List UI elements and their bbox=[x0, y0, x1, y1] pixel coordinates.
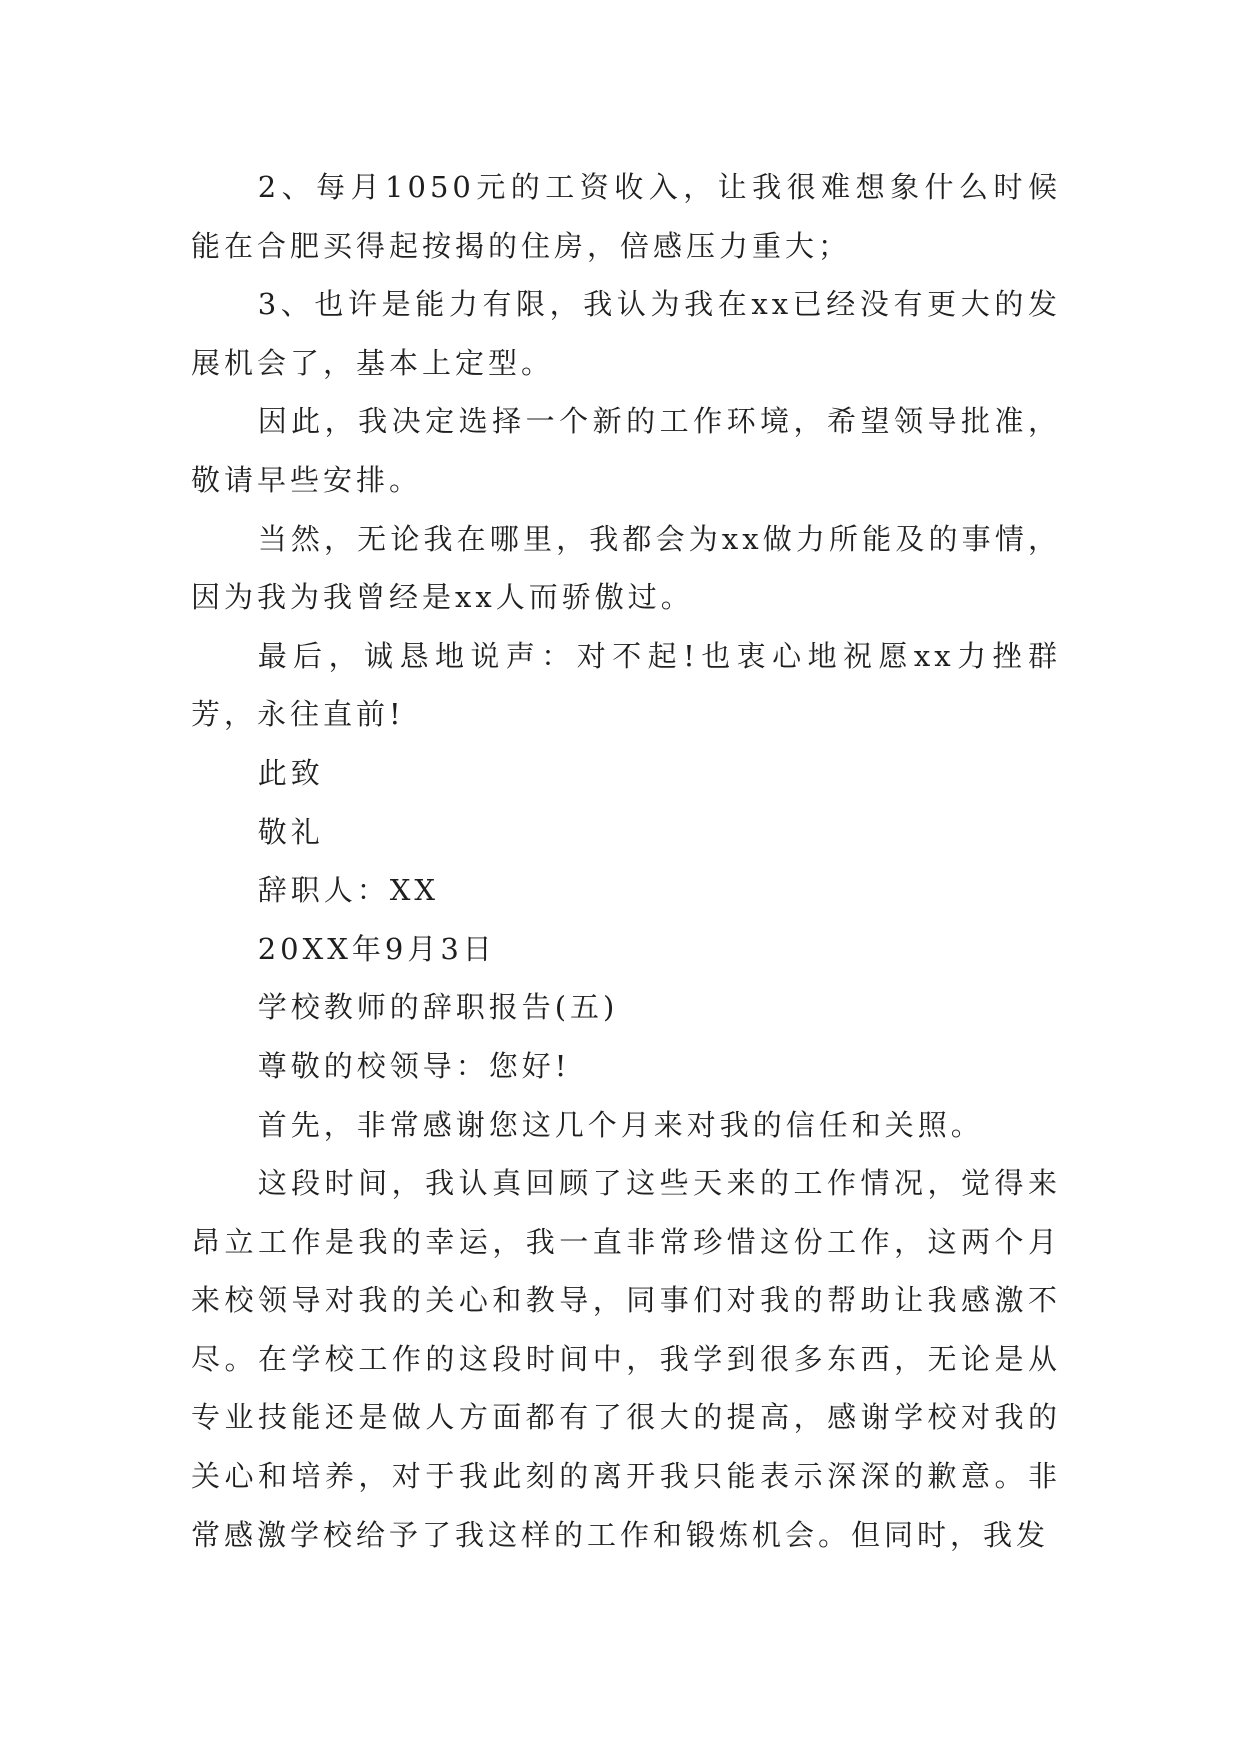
paragraph-closing-wish: 最后，诚恳地说声：对不起!也衷心地祝愿xx力挫群芳，永往直前! bbox=[191, 638, 1061, 732]
signature-resigner: 辞职人：XX bbox=[257, 873, 439, 908]
paragraph-thanks: 首先，非常感谢您这几个月来对我的信任和关照。 bbox=[257, 1107, 984, 1142]
signature-date: 20XX年9月3日 bbox=[257, 931, 496, 966]
paragraph-reason-3: 3、也许是能力有限，我认为我在xx已经没有更大的发展机会了，基本上定型。 bbox=[191, 287, 1061, 380]
letter-greeting: 尊敬的校领导：您好! bbox=[257, 1048, 571, 1083]
salutation-jingli: 敬礼 bbox=[257, 814, 324, 849]
paragraph-reason-2: 2、每月1050元的工资收入，让我很难想象什么时候能在合肥买得起按揭的住房，倍感压力重大； bbox=[191, 170, 1061, 263]
section-title: 学校教师的辞职报告(五) bbox=[257, 990, 619, 1025]
paragraph-decision: 因此，我决定选择一个新的工作环境，希望领导批准，敬请早些安排。 bbox=[191, 404, 1061, 497]
paragraph-commitment: 当然，无论我在哪里，我都会为xx做力所能及的事情，因为我为我曾经是xx人而骄傲过。 bbox=[191, 521, 1061, 615]
salutation-cizhi: 此致 bbox=[257, 755, 324, 790]
paragraph-reflection: 这段时间，我认真回顾了这些天来的工作情况，觉得来昂立工作是我的幸运，我一直非常珍惜这份工作，这两个月来校领导对我的关心和教导，同事们对我的帮助让我感激不尽。在学校工作的这段时间中，我学到很多东西，无论是从专业技能还是做人方面都有了很大的提高，感谢学校对我的关心和培养，对于我此刻的离开我只能表示深深的歉意。非常感激学校给予了我这样的工作和锻炼机会。但同时，我发 bbox=[191, 1166, 1061, 1552]
document-body bbox=[191, 158, 1061, 1564]
